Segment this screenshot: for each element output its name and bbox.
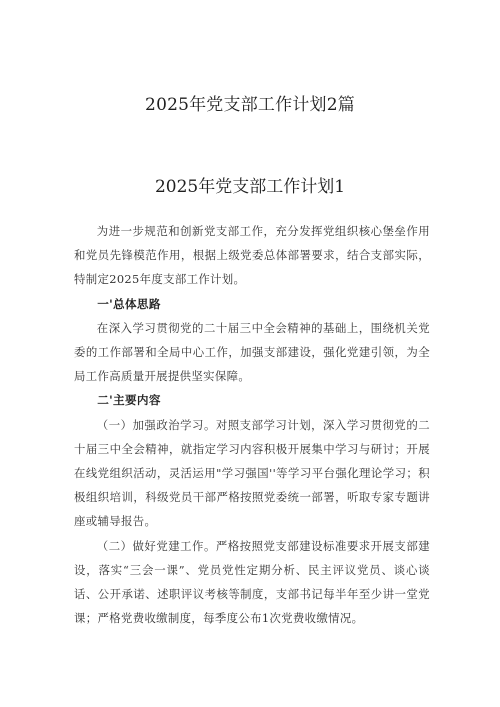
heading-overall-approach: 一'总体思路 — [97, 296, 161, 311]
political-study-paragraph: （一）加强政治学习。对照支部学习计划，深入学习贯彻党的二十届三中全会精神，就指定学习内容积极开展集中学习与研讨；开展在线党组织活动，灵活运用"学习强国''等学习平台强化理论学习；积极组织培训，科级党员干部严格按照党委统一部署，听取专家专题讲座或辅导报告。 — [74, 417, 430, 529]
party-building-paragraph: （二）做好党建工作。严格按照党支部建设标准要求开展支部建设，落实“三会一课”、党员党性定期分析、民主评议党员、谈心谈话、公开承诺、述职评议考核等制度，支部书记每半年至少讲一堂党课；严格党费收缴制度，每季度公布1次党费收缴情况。 — [74, 538, 430, 626]
section-title: 2025年党支部工作计划1 — [154, 177, 346, 197]
document-body — [74, 219, 430, 630]
intro-paragraph: 为进一步规范和创新党支部工作，充分发挥党组织核心堡垒作用和党员先锋模范作用，根据上级党委总体部署要求，结合支部实际，特制定2025年度支部工作计划。 — [74, 224, 430, 287]
heading-main-content: 二'主要内容 — [97, 393, 161, 408]
overall-approach-paragraph: 在深入学习贯彻党的二十届三中全会精神的基础上，围绕机关党委的工作部署和全局中心工作，加强支部建设，强化党建引领，为全局工作高质量开展提供坚实保障。 — [74, 320, 430, 384]
document-title: 2025年党支部工作计划2篇 — [145, 95, 355, 115]
